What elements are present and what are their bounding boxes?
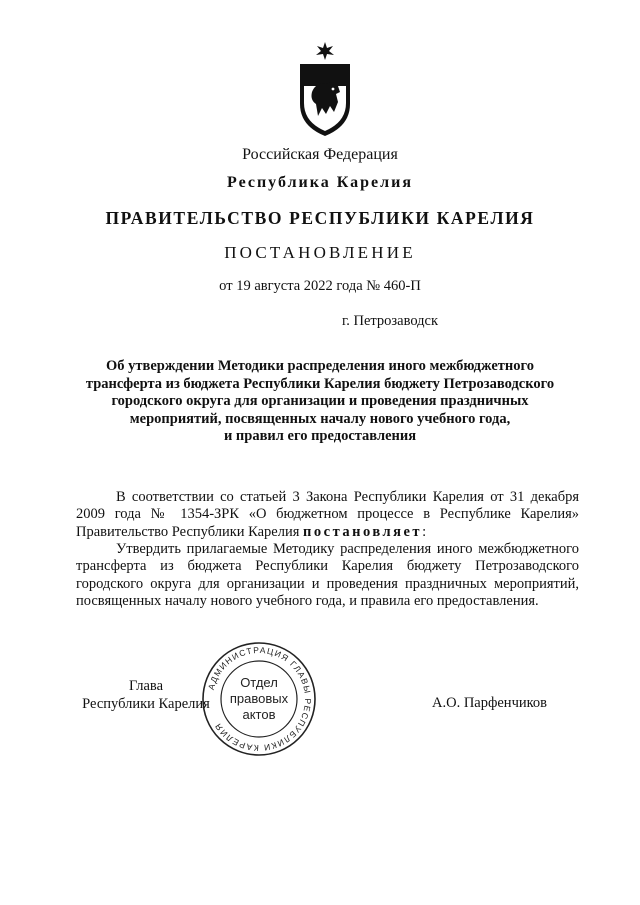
para1-emphasis: постановляет <box>303 523 423 540</box>
stamp-ring-text: АДМИНИСТРАЦИЯ ГЛАВЫ РЕСПУБЛИКИ КАРЕЛИЯ <box>205 644 314 754</box>
stamp-seal <box>200 640 318 758</box>
position-line-1: Глава <box>128 678 164 694</box>
para1-end: : <box>422 523 427 540</box>
country-name: Российская Федерация <box>242 146 398 163</box>
document-date-number: от 19 августа 2022 года № 460-П <box>219 278 421 294</box>
stamp-line-1: Отдел <box>240 675 278 690</box>
document-title <box>80 358 560 446</box>
republic-name: Республика Карелия <box>227 174 413 191</box>
signatory-position <box>76 677 216 713</box>
signatory-name: А.О. Парфенчиков <box>432 695 548 711</box>
karelia-coat-of-arms-icon <box>296 42 354 138</box>
title-line: трансферта из бюджета Республики Карелия бюджету Петрозаводского <box>85 375 555 392</box>
document-type: ПОСТАНОВЛЕНИЕ <box>224 243 416 262</box>
title-line: городского округа для организации и проведения праздничных <box>111 393 529 409</box>
title-line: мероприятий, посвященных началу нового учебного года, <box>129 410 511 427</box>
stamp-line-3: актов <box>242 707 276 722</box>
body-paragraph-1 <box>76 489 579 541</box>
para2-text: Утвердить прилагаемые Методику распределения иного межбюджетного трансферта из бюджета Республики Карелия бюджету Петрозаводского городского округа для организации и проведения праздничных мероприятий, посвященных началу нового учебного года, и правила его предоставления. <box>76 541 579 609</box>
title-line: Об утверждении Методики распределения иного межбюджетного <box>106 358 534 374</box>
stamp-line-2: правовых <box>229 691 289 706</box>
government-name: ПРАВИТЕЛЬСТВО РЕСПУБЛИКИ КАРЕЛИЯ <box>105 208 535 228</box>
para1-text: В соответствии со статьей 3 Закона Республики Карелия от 31 декабря 2009 года № 1354-ЗРК «О бюджетном процессе в Республике Карелия» Правительство Республики Карелия <box>76 489 579 540</box>
document-city: г. Петрозаводск <box>341 313 439 329</box>
title-line: и правил его предоставления <box>223 428 417 444</box>
body-paragraph-2 <box>76 541 579 610</box>
position-line-2: Республики Карелия <box>82 696 210 712</box>
